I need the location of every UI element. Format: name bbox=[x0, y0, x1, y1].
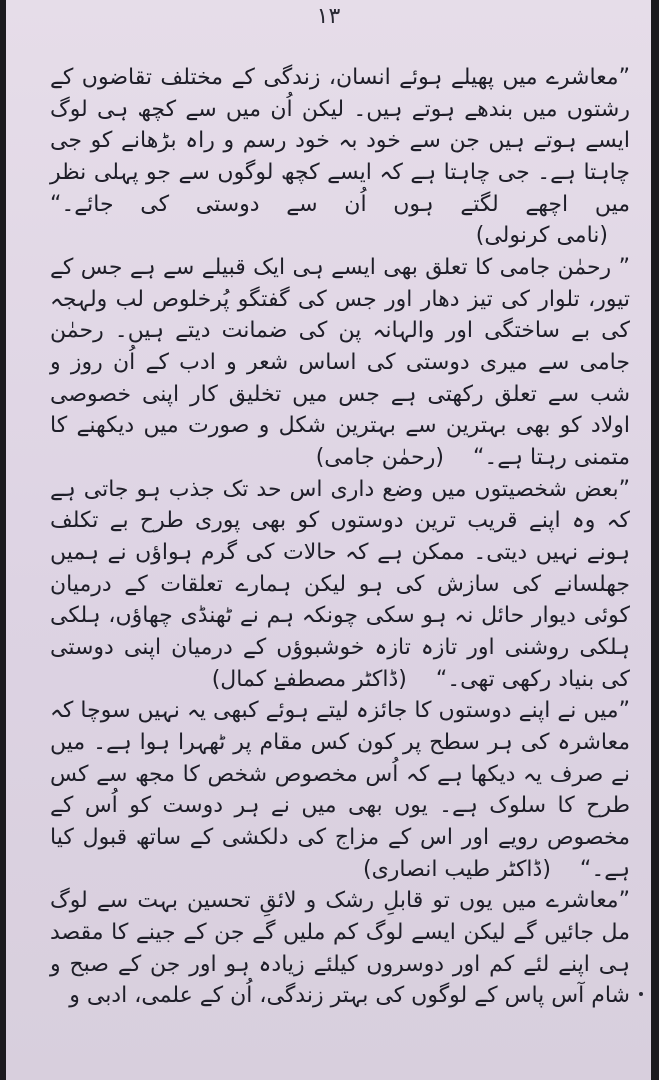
margin-dot bbox=[639, 992, 643, 996]
quote-text: ”میں نے اپنے دوستوں کا جائزہ لیتے ہوئے کبھی یہ نہیں سوچا کہ معاشرہ کی ہر سطح پر کون کس مقام پر ٹھہرا ہوا ہے۔ میں نے صرف یہ دیکھا ہے کہ اُس مخصوص شخص کا مجھ سے کس طرح کا سلوک ہے۔ یوں بھی میں نے ہر دوست کو اُس کے مخصوص رویے اور اس کے مزاج کی دلکشی کے ساتھ قبول کیا ہے۔“ bbox=[50, 698, 630, 882]
paragraph-4 bbox=[50, 695, 630, 885]
page-body-text bbox=[50, 62, 630, 1012]
quote-text: ”معاشرے میں پھیلے ہوئے انسان، زندگی کے مختلف تقاضوں کے رشتوں میں بندھے ہوتے ہیں۔ لیکن اُن میں سے کچھ ہی لوگ ایسے ہوتے ہیں جن سے خود بہ خود رسم و راہ بڑھانے کو جی چاہتا ہے۔ جی چاہتا ہے کہ ایسے کچھ لوگوں سے جو پہلی نظر میں اچھے لگتے ہوں اُن سے دوستی کی جائے۔“ bbox=[50, 65, 630, 217]
quote-text: ”بعض شخصیتوں میں وضع داری اس حد تک جذب ہو جاتی ہے کہ وہ اپنے قریب ترین دوستوں کو بھی پوری طرح بے تکلف ہونے نہیں دیتی۔ ممکن ہے کہ حالات کی گرم ہواؤں نے ہمیں جھلسانے کی سازش کی ہو لیکن ہمارے تعلقات کے درمیان کوئی دیوار حائل نہ ہو سکی چونکہ ہم نے ٹھنڈی چھاؤں، ہلکی ہلکی روشنی اور تازہ تازہ خوشبوؤں کے درمیان اپنی دوستی کی بنیاد رکھی تھی۔“ bbox=[50, 476, 630, 692]
attribution: (رحمٰن جامی) bbox=[315, 445, 444, 471]
attribution: (نامی کرنولی) bbox=[475, 223, 608, 249]
attribution: (ڈاکٹر طیب انصاری) bbox=[362, 856, 551, 882]
quote-text: ”معاشرے میں یوں تو قابلِ رشک و لائقِ تحسین بہت سے لوگ مل جائیں گے لیکن ایسے لوگ کم ملیں گے جن کے جینے کا مقصد ہی اپنے لئے کم اور دوسروں کیلئے زیادہ ہو اور جن کے صبح و شام آس پاس کے لوگوں کی بہتر زندگی، اُن کے علمی، ادبی و bbox=[50, 888, 630, 1009]
paragraph-3 bbox=[50, 474, 630, 696]
book-page bbox=[6, 0, 651, 1080]
attribution: (ڈاکٹر مصطفےٰ کمال) bbox=[211, 666, 407, 692]
page-number: ۱۳ bbox=[316, 4, 341, 29]
paragraph-5 bbox=[50, 885, 630, 1012]
quote-text: ” رحمٰن جامی کا تعلق بھی ایسے ہی ایک قبیلے سے ہے جس کے تیور، تلوار کی تیز دھار اور جس کی گفتگو پُرخلوص لب ولہجہ کی بے ساختگی اور والہانہ پن کی ضمانت دیتے ہیں۔ رحمٰن جامی سے میری دوستی کی اساس شعر و ادب کے اُن روز و شب سے تعلق رکھتی ہے جس میں تخلیق کار اپنی خصوصی اولاد کو بھی بہترین سے بہترین شکل و صورت میں دیکھنے کا متمنی رہتا ہے۔“ bbox=[50, 255, 630, 471]
paragraph-1 bbox=[50, 62, 630, 252]
paragraph-2 bbox=[50, 252, 630, 474]
